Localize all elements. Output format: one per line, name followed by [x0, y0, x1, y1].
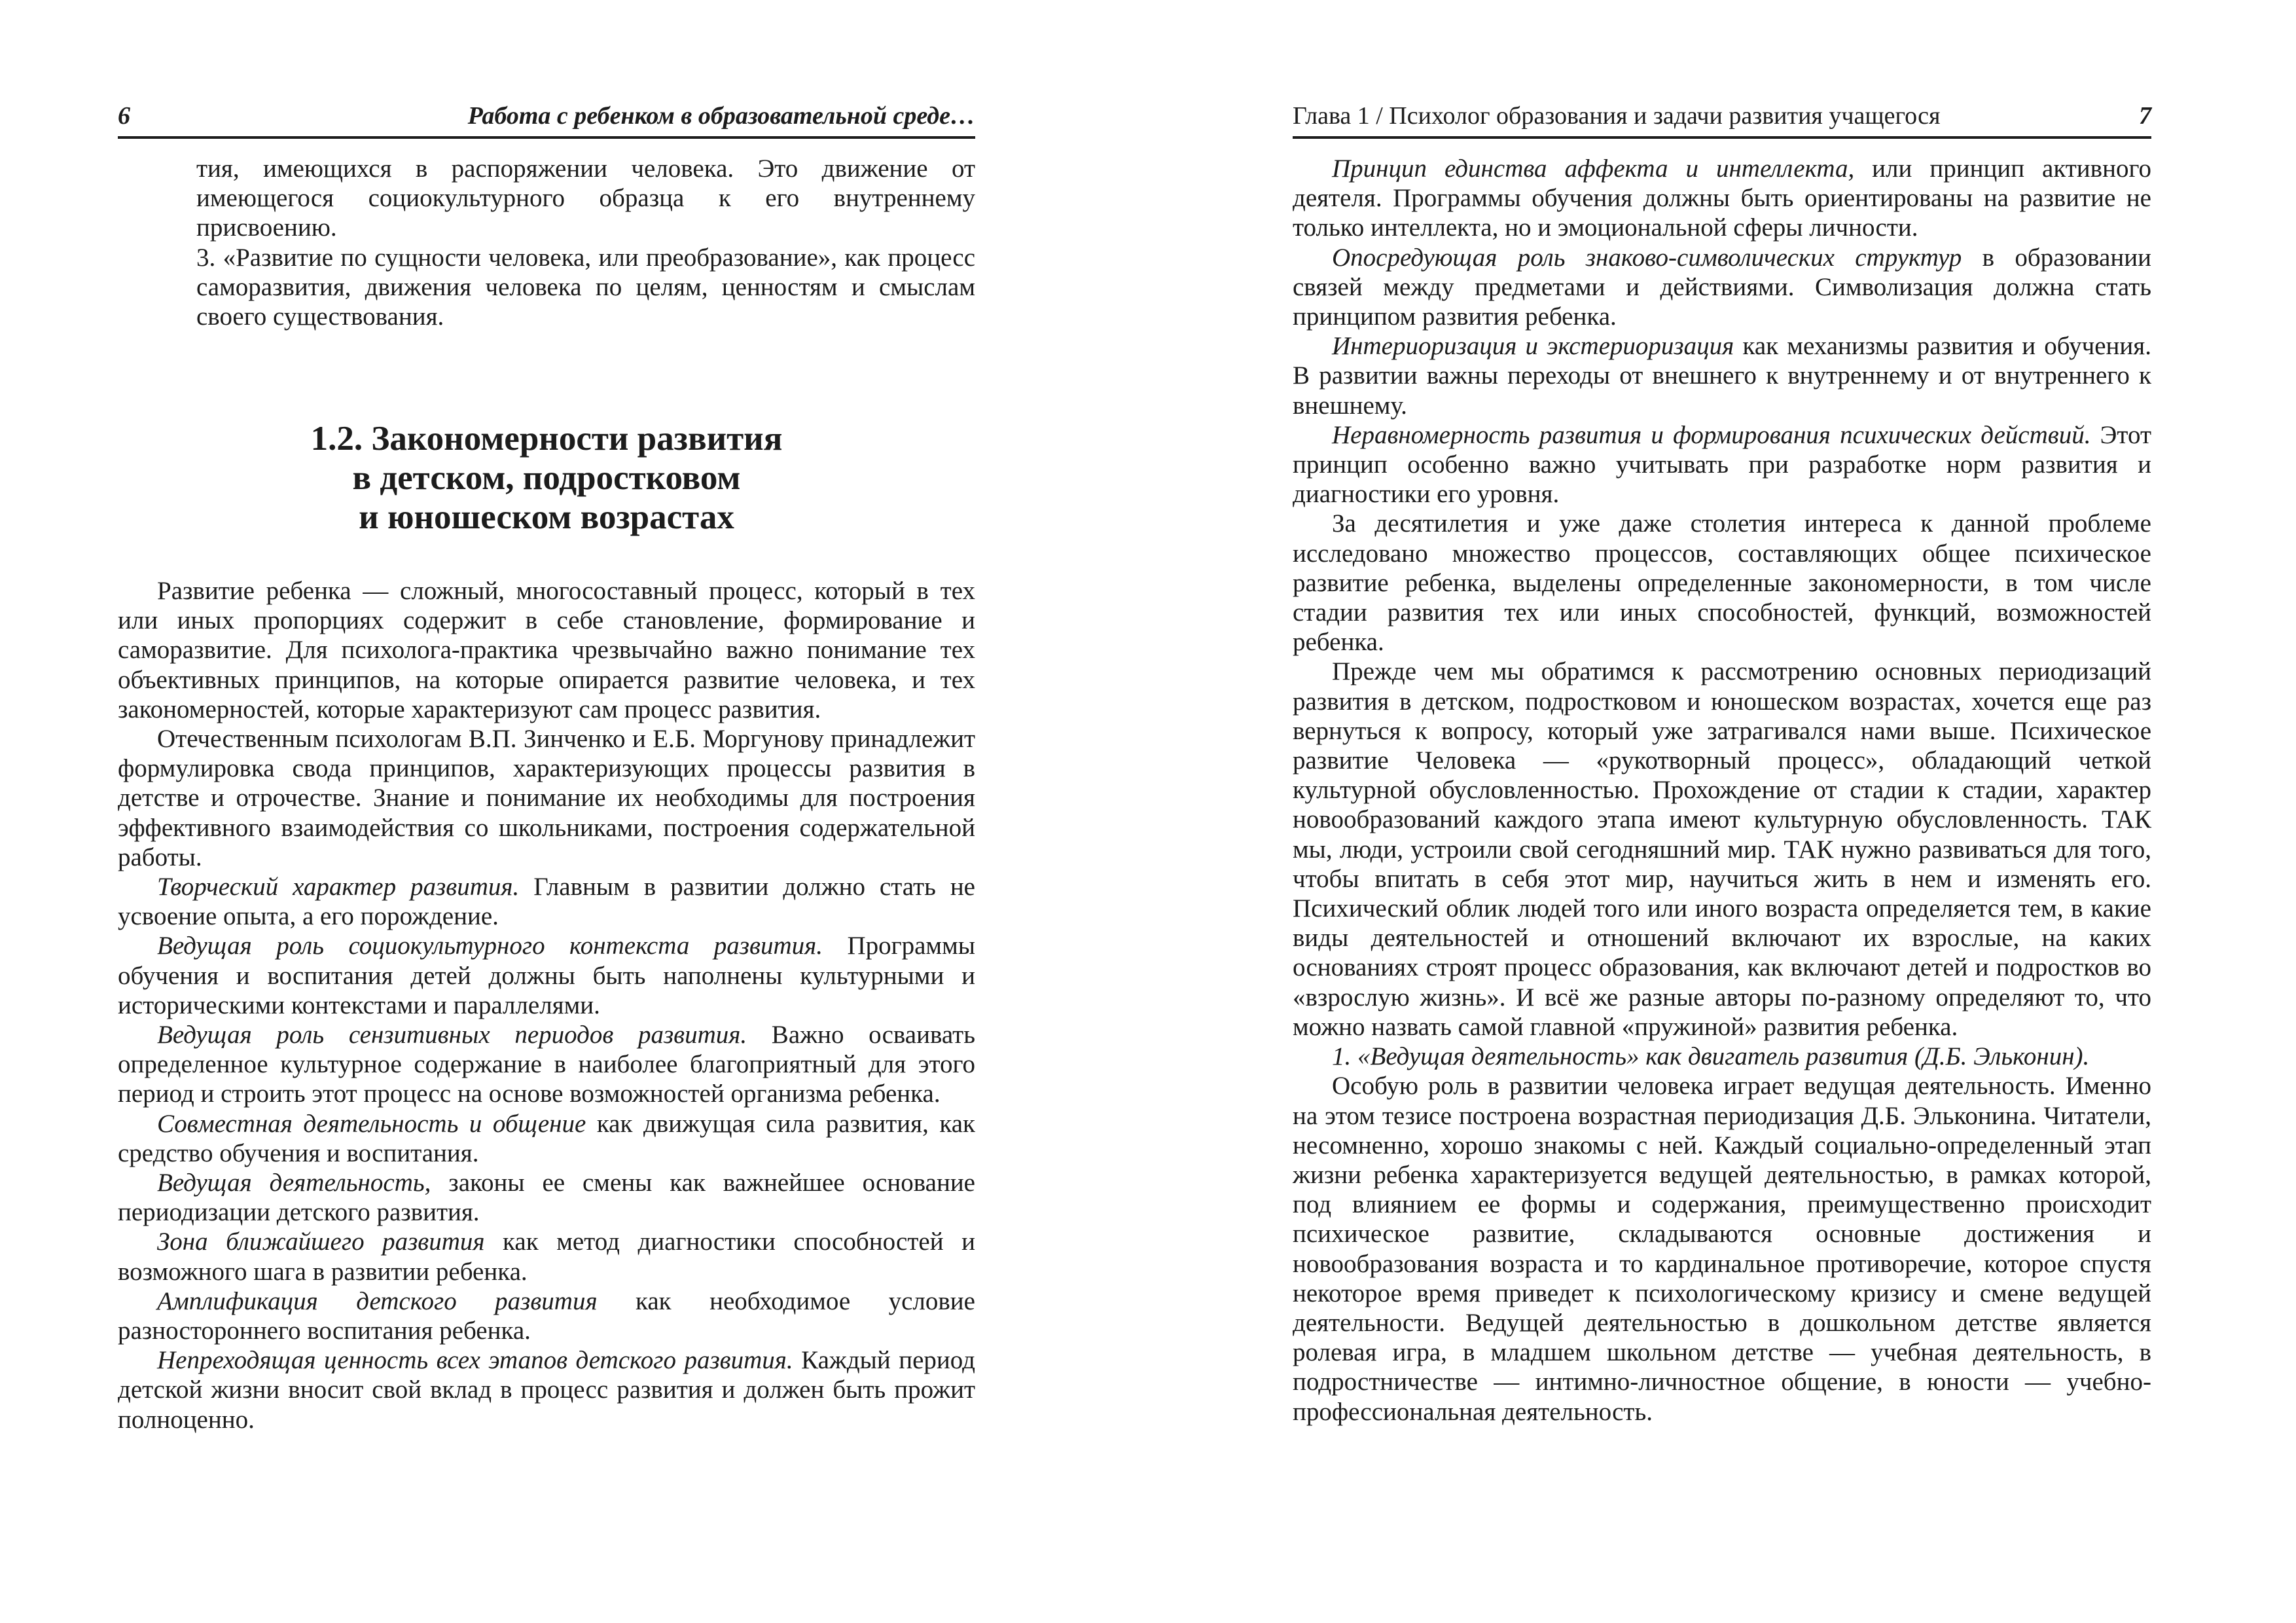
right-page-number: 7	[2139, 102, 2151, 130]
principle-text: Каждый период детской жизни вносит свой вклад в процесс развития и должен быть прожит полноценно.	[118, 1346, 975, 1434]
principle-paragraph	[1293, 331, 2151, 420]
right-running-head	[1293, 96, 2151, 139]
principle-text: как метод диагностики способностей и возможного шага в развитии ребенка.	[118, 1228, 975, 1286]
principle-paragraph	[1293, 243, 2151, 332]
left-running-title: Работа с ребенком в образовательной среде…	[467, 102, 975, 130]
section-heading	[118, 419, 975, 537]
elkonin-subheading-text: 1. «Ведущая деятельность» как двигатель развития (Д.Б. Эльконин).	[1332, 1042, 2090, 1071]
principle-term: Амплификация детского развития	[157, 1286, 598, 1315]
principle-paragraph	[118, 1020, 975, 1109]
principle-paragraph	[1293, 154, 2151, 243]
principle-paragraph	[1293, 420, 2151, 509]
principle-text: в образовании связей между предметами и действиями. Символизация должна стать принципом развития ребенка.	[1293, 243, 2151, 331]
decades-paragraph: За десятилетия и уже даже столетия интереса к данной проблеме исследовано множество процессов, составляющих общее психическое развитие ребенка, выделены определенные закономерности, в том числе стадии развития тех или иных способностей, функций, возможностей ребенка.	[1293, 509, 2151, 657]
principle-paragraph	[118, 1109, 975, 1168]
principle-paragraph	[118, 931, 975, 1020]
principle-term: Зона ближайшего развития	[157, 1228, 485, 1256]
continued-paragraph: тия, имеющихся в распоряжении человека. Это движение от имеющегося социокультурного образца к его внутреннему присвоению.	[196, 155, 975, 242]
principle-text: Этот принцип особенно важно учитывать при разработке норм развития и диагностики его уровня.	[1293, 420, 2151, 509]
right-page	[1293, 0, 2151, 1623]
left-body-text	[118, 576, 975, 1434]
principle-text: как движущая сила развития, как средство обучения и воспитания.	[118, 1109, 975, 1167]
principle-paragraph	[118, 1345, 975, 1434]
principle-term: Принцип единства аффекта и интеллекта,	[1332, 155, 1855, 183]
principle-text: законы ее смены как важнейшее основание периодизации детского развития.	[118, 1169, 975, 1227]
elkonin-subheading	[1293, 1042, 2151, 1071]
principle-paragraph	[118, 1286, 975, 1345]
principle-term: Интериоризация и экстериоризация	[1332, 332, 1734, 361]
principle-text: или принцип активного деятеля. Программы обучения должны быть ориентированы на развитие не только интеллекта, но и эмоциональной сферы личности.	[1293, 155, 2151, 242]
principle-term: Неравномерность развития и формирования психических действий.	[1332, 420, 2091, 449]
left-running-head	[118, 96, 975, 139]
left-page-number: 6	[118, 102, 130, 130]
principle-paragraph	[118, 1168, 975, 1227]
section-heading-line-2: в детском, подростковом	[352, 459, 741, 497]
right-body-text	[1293, 154, 2151, 1427]
elkonin-paragraph: Особую роль в развитии человека играет ведущая деятельность. Именно на этом тезисе построена возрастная периодизация Д.Б. Эльконина. Читатели, несомненно, хорошо знакомы с ней. Каждый социально-определенный этап жизни ребенка характеризуется ведущей деятельностью, в рамках которой, под влиянием ее формы и содержания, преимущественно происходит психическое развитие, складываются основные достижения и новообразования возраста и то кардинальное противоречие, которое спустя некоторое время приведет к психологическому кризису и смене ведущей деятельности. Ведущей деятельностью в дошкольном детстве является ролевая игра, в младшем школьном детстве — учебная деятельность, в подростничестве — интимно-личностное общение, в юности — учебно-профессиональная деятельность.	[1293, 1072, 2151, 1426]
periodization-paragraph: Прежде чем мы обратимся к рассмотрению основных периодизаций развития в детском, подростковом и юношеском возрастах, хочется еще раз вернуться к вопросу, который уже затрагивался нами выше. Психическое развитие Человека — «рукотворный процесс», обладающий четкой культурной обусловленностью. Прохождение от стадии к стадии, характер новообразований каждого этапа имеют культурную обусловленность. ТАК мы, люди, устроили свой сегодняшний мир. ТАК нужно развиваться для того, чтобы впитать в себя этот мир, научиться жить в нем и изменять его. Психический облик людей того или иного возраста определяется тем, в какие виды деятельностей и отношений включают их взрослые, на каких основаниях строят процесс образования, как включают детей и подростков во «взрослую жизнь». И всё же разные авторы по-разному определяют то, что можно назвать самой главной «пружиной» развития ребенка.	[1293, 657, 2151, 1041]
principle-text: Главным в развитии должно стать не усвоение опыта, а его порождение.	[118, 873, 975, 931]
right-running-title: Глава 1 / Психолог образования и задачи развития учащегося	[1293, 102, 1941, 130]
principle-term: Непреходящая ценность всех этапов детского развития.	[157, 1346, 793, 1375]
left-top-text	[118, 154, 975, 331]
numbered-paragraph-3: 3. «Развитие по сущности человека, или преобразование», как процесс саморазвития, движения человека по целям, ценностям и смыслам своего существования.	[196, 243, 975, 331]
principle-term: Опосредующая роль знаково-символических структур	[1332, 243, 1962, 272]
left-page	[118, 0, 975, 1623]
intro-paragraph: Развитие ребенка — сложный, многосоставный процесс, который в тех или иных пропорциях содержит в себе становление, формирование и саморазвитие. Для психолога-практика чрезвычайно важно понимание тех объективных принципов, на которые опирается развитие человека, и тех закономерностей, которые характеризуют сам процесс развития.	[118, 577, 975, 723]
principle-text: Программы обучения и воспитания детей должны быть наполнены культурными и историческими контекстами и параллелями.	[118, 932, 975, 1019]
principle-text: как необходимое условие разностороннего воспитания ребенка.	[118, 1286, 975, 1345]
principle-text: как механизмы развития и обучения. В развитии важны переходы от внешнего к внутреннему и от внутреннего к внешнему.	[1293, 332, 2151, 420]
zinchenko-paragraph: Отечественным психологам В.П. Зинченко и Е.Б. Моргунову принадлежит формулировка свода принципов, характеризующих процессы развития в детстве и отрочестве. Знание и понимание их необходимы для построения эффективного взаимодействия со школьниками, построения содержательной работы.	[118, 725, 975, 871]
section-heading-line-1: 1.2. Закономерности развития	[310, 420, 783, 458]
principle-term: Ведущая деятельность,	[157, 1169, 431, 1197]
section-heading-line-3: и юношеском возрастах	[359, 498, 734, 536]
principle-term: Ведущая роль сензитивных периодов развития.	[157, 1021, 747, 1049]
principle-text: Важно осваивать определенное культурное содержание в наиболее благоприятный для этого период и строить этот процесс на основе возможностей организма ребенка.	[118, 1021, 975, 1108]
principle-paragraph	[118, 1227, 975, 1286]
principle-term: Совместная деятельность и общение	[157, 1109, 586, 1138]
principle-term: Творческий характер развития.	[157, 873, 520, 902]
principle-paragraph	[118, 872, 975, 931]
principle-term: Ведущая роль социокультурного контекста развития.	[157, 932, 823, 960]
